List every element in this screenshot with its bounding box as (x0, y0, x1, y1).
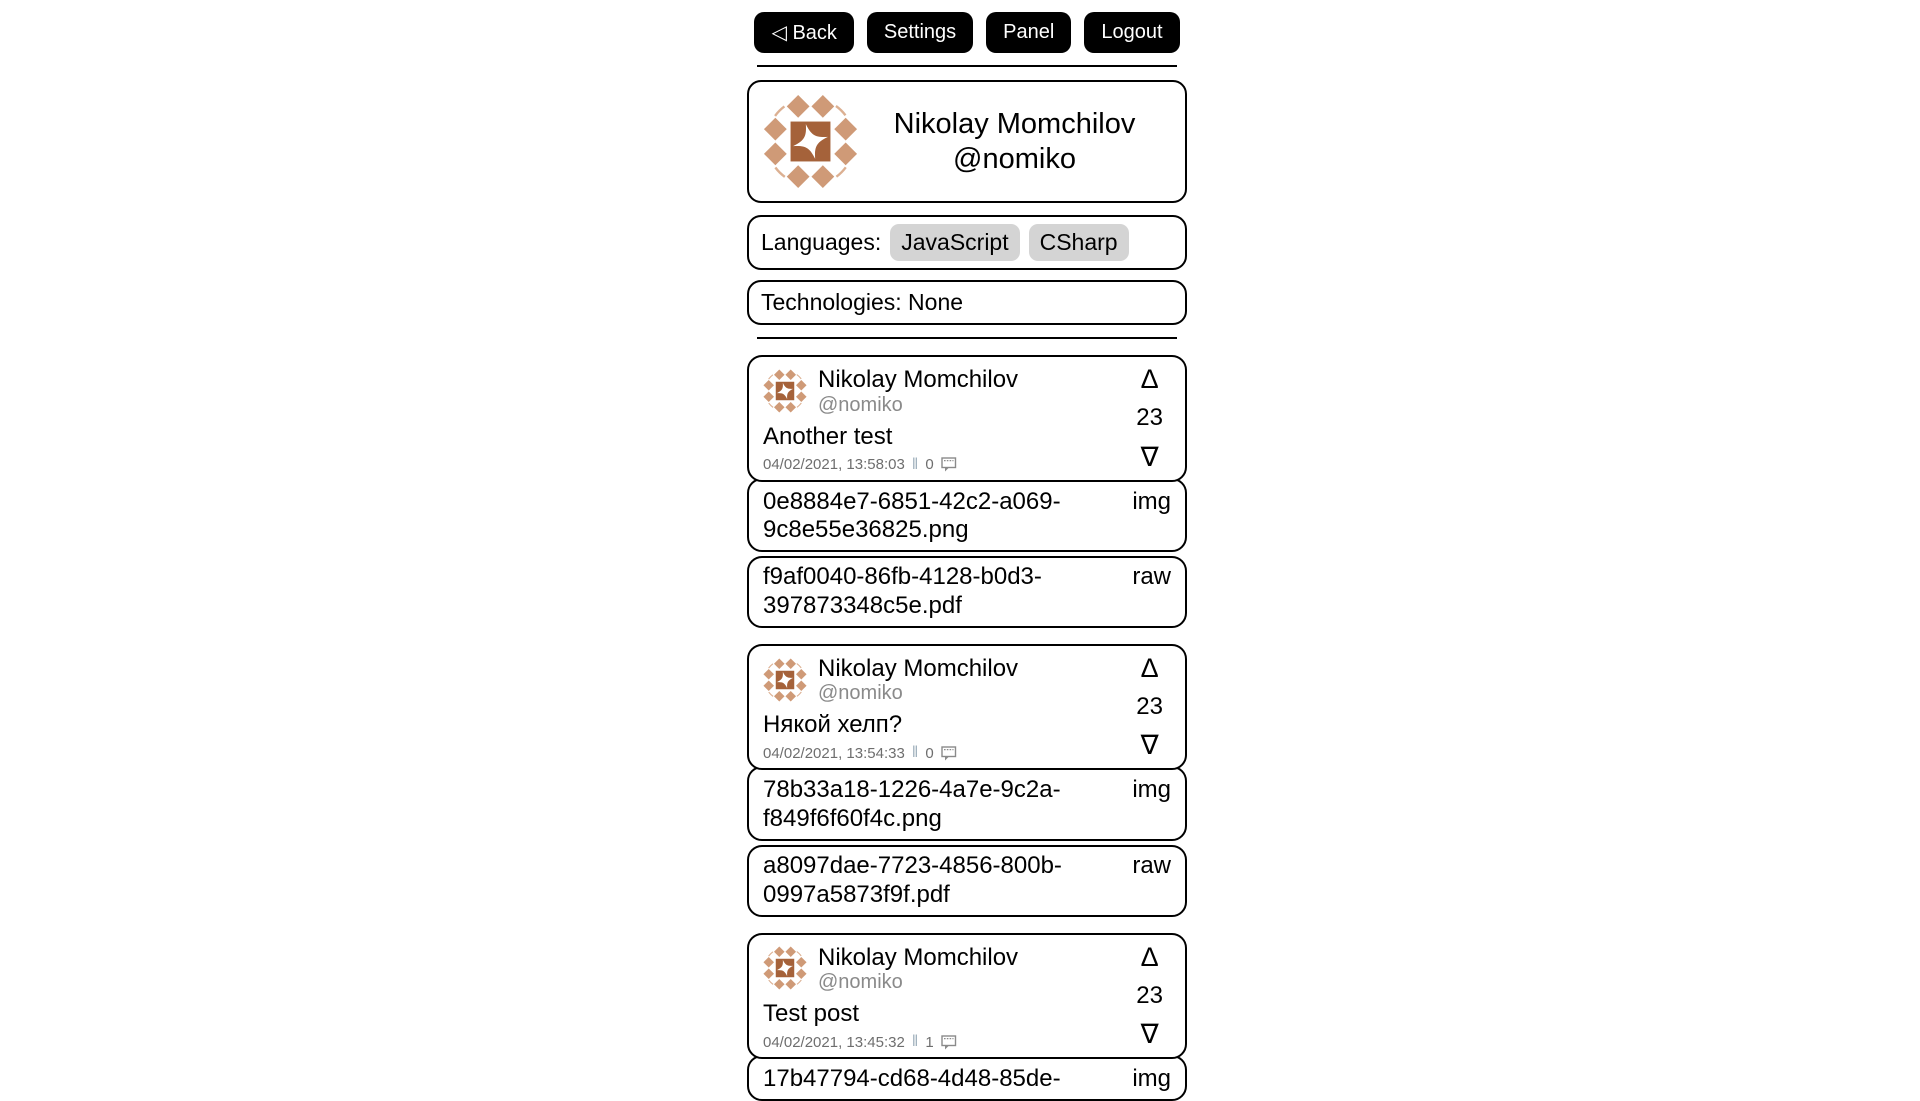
post-header[interactable] (747, 355, 1187, 482)
attachment-row[interactable] (747, 478, 1187, 553)
panel-button[interactable]: Panel (986, 12, 1071, 53)
attachment-filename[interactable]: f9af0040-86fb-4128-b0d3-397873348c5e.pdf (763, 563, 1042, 619)
attachment-type-label: raw (1132, 563, 1171, 591)
post-author-avatar-identicon (763, 946, 807, 990)
logout-button[interactable]: Logout (1084, 12, 1179, 53)
post-title[interactable]: Test post (763, 1000, 860, 1028)
post-author-handle: @nomiko (818, 682, 903, 705)
attachment-filename[interactable]: a8097dae-7723-4856-800b-0997a5873f9f.pdf (763, 851, 1062, 908)
profile-page (747, 0, 1187, 1101)
post-author-handle: @nomiko (818, 971, 903, 994)
attachment-row[interactable] (747, 556, 1187, 628)
post-comment-count: 1 (925, 1033, 934, 1051)
post-meta (763, 1033, 1171, 1051)
language-badge: CSharp (1029, 224, 1129, 261)
post-meta (763, 744, 1171, 762)
back-arrow-icon: ◁ (771, 22, 787, 44)
post-comment-count: 0 (925, 456, 934, 474)
post-card (747, 355, 1187, 628)
downvote-button[interactable]: ∇ (1140, 1019, 1159, 1050)
profile-avatar-identicon (763, 94, 858, 189)
upvote-button[interactable]: Δ (1140, 652, 1159, 683)
attachment-type-label: img (1132, 487, 1171, 515)
attachment-filename[interactable]: 17b47794-cd68-4d48-85de- (763, 1065, 1061, 1093)
profile-names (858, 107, 1171, 175)
attachment-row[interactable] (747, 1055, 1187, 1101)
downvote-button[interactable]: ∇ (1140, 441, 1159, 472)
vote-count: 23 (1136, 981, 1163, 1009)
attachment-type-label: raw (1132, 851, 1171, 879)
vote-column (1136, 941, 1163, 1050)
attachment-type-label: img (1132, 776, 1171, 804)
post-timestamp: 04/02/2021, 13:45:32 (763, 1033, 905, 1051)
settings-button[interactable]: Settings (867, 12, 973, 53)
comment-bubble-icon (941, 457, 957, 472)
divider-posts (757, 337, 1177, 339)
post-header[interactable] (747, 644, 1187, 771)
downvote-button[interactable]: ∇ (1140, 730, 1159, 761)
languages-label: Languages: (761, 229, 882, 255)
comment-bubble-icon (941, 746, 957, 761)
post-author-name: Nikolay Momchilov (818, 654, 1019, 682)
meta-separator: ‖ (911, 1033, 919, 1051)
attachment-row[interactable] (747, 766, 1187, 841)
post-author-name: Nikolay Momchilov (818, 943, 1019, 971)
vote-column (1136, 652, 1163, 761)
meta-separator: ‖ (911, 455, 919, 473)
post-card (747, 644, 1187, 917)
post-author-row (763, 941, 1171, 994)
attachment-type-label: img (1132, 1065, 1171, 1093)
post-author-name: Nikolay Momchilov (818, 366, 1019, 393)
profile-name: Nikolay Momchilov (893, 108, 1136, 141)
post-comment-count: 0 (925, 744, 934, 762)
comment-bubble-icon (941, 1035, 957, 1050)
upvote-button[interactable]: Δ (1140, 364, 1159, 394)
post-meta (763, 456, 1171, 474)
profile-card (747, 80, 1187, 203)
language-badge: JavaScript (890, 224, 1019, 261)
post-author-avatar-identicon (763, 369, 807, 413)
post-author-row (763, 366, 1171, 416)
post-card (747, 933, 1187, 1101)
profile-handle: @nomiko (953, 142, 1076, 175)
post-title[interactable]: Another test (763, 422, 893, 450)
post-title[interactable]: Някой хелп? (763, 711, 903, 739)
divider-top (757, 65, 1177, 67)
upvote-button[interactable]: Δ (1140, 941, 1159, 972)
meta-separator: ‖ (911, 744, 919, 762)
post-timestamp: 04/02/2021, 13:54:33 (763, 744, 905, 762)
post-timestamp: 04/02/2021, 13:58:03 (763, 456, 905, 474)
vote-count: 23 (1136, 693, 1163, 721)
post-author-handle: @nomiko (818, 393, 903, 416)
vote-count: 23 (1136, 404, 1163, 432)
vote-column (1136, 366, 1163, 471)
attachment-row[interactable] (747, 845, 1187, 917)
technologies-card (747, 280, 1187, 325)
back-button-label: Back (792, 22, 837, 44)
post-author-avatar-identicon (763, 658, 807, 702)
back-button[interactable] (754, 12, 853, 53)
attachment-filename[interactable]: 0e8884e7-6851-42c2-a069-9c8e55e36825.png (763, 487, 1061, 544)
technologies-label: Technologies: (761, 289, 902, 315)
technologies-value: None (908, 289, 964, 315)
top-toolbar (747, 0, 1187, 53)
languages-card (747, 215, 1187, 270)
attachment-filename[interactable]: 78b33a18-1226-4a7e-9c2a-f849f6f60f4c.png (763, 776, 1061, 833)
post-author-row (763, 652, 1171, 705)
post-header[interactable] (747, 933, 1187, 1060)
